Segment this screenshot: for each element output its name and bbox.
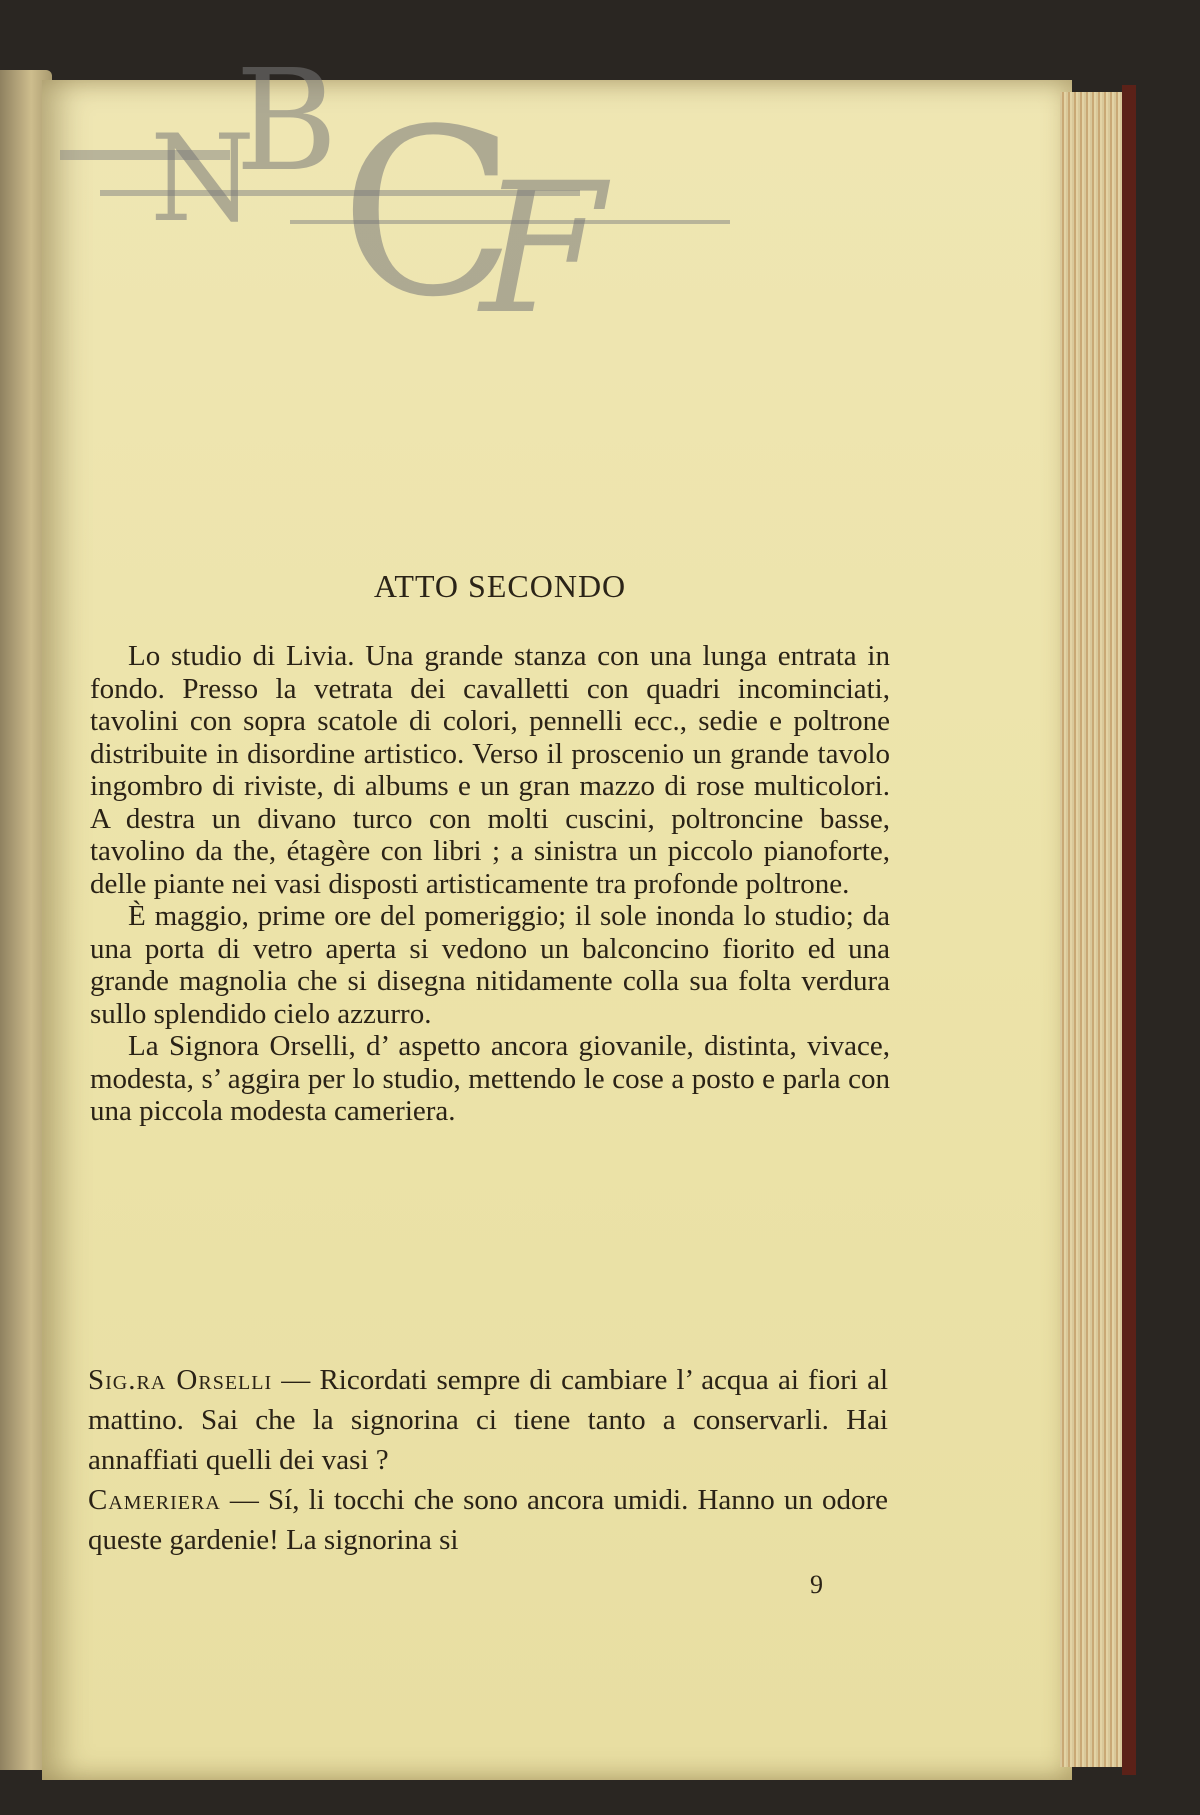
- book-cover-edge: [1122, 85, 1136, 1775]
- stage-paragraph: È maggio, prime ore del pomeriggio; il sole inonda lo studio; da una porta di vetro aperta si vedono un balconcino fiorito ed una grande magnolia che si disegna nitidamente colla sua folta verdura sullo splendido cielo azzurro.: [90, 900, 890, 1030]
- watermark-letter-b: B: [235, 40, 338, 203]
- speaker-name: Cameriera: [88, 1484, 221, 1516]
- dialogue-dash: —: [229, 1484, 259, 1516]
- dialogue: [88, 1360, 888, 1560]
- dialogue-line: [88, 1480, 888, 1560]
- watermark-letter-c: C: [340, 81, 516, 348]
- page-number: 9: [810, 1570, 823, 1599]
- stage-paragraph: Lo studio di Livia. Una grande stanza con una lunga entrata in fondo. Presso la vetrata dei cavalletti con quadri incominciati, tavolini con sopra scatole di colori, pennelli ecc., sedie e poltrone distribuite in disordine artistico. Verso il proscenio un grande tavolo ingombro di riviste, di albums e un gran mazzo di rose multicolori. A destra un divano turco con molti cuscini, poltroncine basse, tavolino da the, étagère con libri ; a sinistra un piccolo pianoforte, delle piante nei vasi disposti artisticamente tra profonde poltrone.: [90, 640, 890, 900]
- stage-directions: [90, 640, 890, 1128]
- watermark-letter-n: N: [150, 110, 255, 249]
- dialogue-text: Sí, li tocchi che sono ancora umidi. Hanno un odore queste gardenie! La signorina si: [88, 1484, 889, 1556]
- page-edges: [1060, 92, 1128, 1767]
- speaker-name: Sig.ra Orselli: [88, 1364, 273, 1396]
- stage-paragraph: La Signora Orselli, d’ aspetto ancora giovanile, distinta, vivace, modesta, s’ aggira per lo studio, mettendo le cose a posto e parla con una piccola modesta cameriera.: [90, 1030, 890, 1127]
- dialogue-text: Ricordati sempre di cambiare l’ acqua ai fiori al mattino. Sai che la signorina ci tiene tanto a conservarli. Hai annaffiati quelli dei vasi ?: [88, 1364, 889, 1476]
- act-heading: ATTO SECONDO: [373, 568, 627, 604]
- dialogue-dash: —: [281, 1364, 311, 1396]
- library-watermark: [40, 40, 720, 354]
- watermark-letter-f: F: [480, 145, 605, 354]
- dialogue-line: [88, 1360, 888, 1480]
